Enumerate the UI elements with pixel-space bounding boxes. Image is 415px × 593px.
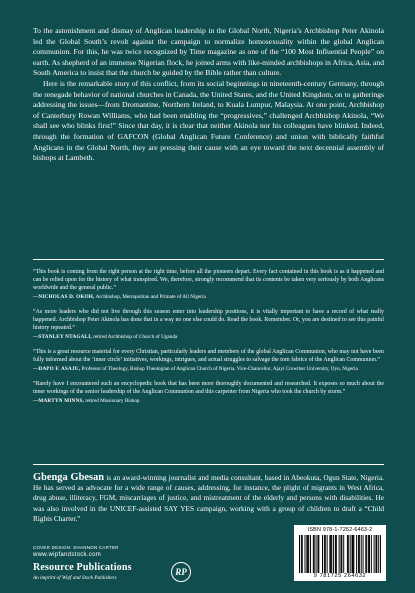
endorsement-text: “This book is coming from the right person at the right time, before all the pioneers depart. Every fact contained in this book is as it happened and can be relied upon for the history of what transpired. We, therefore, strongly recommend that its contents be taken very seriously by both Anglicans worldwide and the general public.” bbox=[33, 269, 384, 291]
barcode-bar bbox=[308, 535, 309, 573]
barcode-bar bbox=[340, 535, 341, 573]
endorsement-ntagali bbox=[33, 308, 384, 341]
endorsement-asaju bbox=[33, 348, 384, 373]
top-divider bbox=[33, 259, 384, 260]
description-paragraph-1: To the astonishment and dismay of Anglican leadership in the Global North, Nigeria’s Archbishop Peter Akinola led the Global South’s revolt against the campaign to normalize homosexuality within the global Anglican communion. For this, he was twice recognized by Time magazine as one of the “100 Most Influential People” on earth. As shepherd of an immense Nigerian flock, he joined arms with like-minded archbishops in Africa, Asia, and South America to insist that the church be guided by the Bible rather than culture. bbox=[33, 26, 384, 78]
barcode-bar bbox=[348, 535, 349, 573]
barcode-bar bbox=[376, 535, 377, 573]
barcode-bar bbox=[374, 535, 375, 573]
barcode-bar bbox=[347, 535, 348, 573]
endorsement-minns bbox=[33, 380, 384, 405]
barcode-bar bbox=[313, 535, 314, 573]
endorsement-attribution bbox=[33, 333, 384, 341]
barcode-bar bbox=[330, 535, 331, 573]
endorsement-attribution bbox=[33, 365, 384, 373]
barcode-bar bbox=[305, 535, 306, 573]
barcode-bar bbox=[331, 535, 332, 573]
barcode-number: 9 781725 264632 bbox=[313, 573, 367, 579]
barcode-bar bbox=[366, 535, 367, 573]
barcode-bar bbox=[299, 535, 300, 573]
barcode-bar bbox=[378, 535, 379, 573]
endorser-name: —MARTYN MINNS, bbox=[33, 398, 85, 404]
barcode-bar bbox=[327, 535, 328, 573]
barcode-bar bbox=[365, 535, 366, 573]
barcode bbox=[294, 525, 386, 581]
barcode-bars bbox=[299, 535, 381, 573]
endorsement-attribution bbox=[33, 293, 384, 301]
barcode-bar bbox=[335, 535, 336, 573]
endorser-role: Professor of Theology, Bishop Theologian of Anglican Church of Nigeria, Vice-Chancellor, Ajayi Crowther University, Oyo, Nigeria bbox=[81, 366, 358, 372]
barcode-bar bbox=[336, 535, 337, 573]
barcode-bar bbox=[363, 535, 364, 573]
barcode-bar bbox=[333, 535, 334, 573]
barcode-bar bbox=[325, 535, 326, 573]
barcode-bar bbox=[307, 535, 308, 573]
endorser-role: retired Missionary Bishop bbox=[85, 398, 140, 404]
barcode-bar bbox=[324, 535, 325, 573]
publisher-logo-icon: RP bbox=[171, 562, 191, 582]
endorsement-attribution bbox=[33, 397, 384, 405]
barcode-bar bbox=[356, 535, 357, 573]
publisher-name: Resource Publications bbox=[33, 562, 132, 573]
isbn-label: ISBN 978-1-7252-6463-2 bbox=[307, 527, 373, 533]
barcode-bar bbox=[352, 535, 353, 573]
barcode-bar bbox=[310, 535, 311, 573]
barcode-bar bbox=[322, 535, 323, 573]
barcode-bar bbox=[302, 535, 303, 573]
barcode-bar bbox=[316, 535, 317, 573]
barcode-bar bbox=[317, 535, 318, 573]
barcode-bar bbox=[341, 535, 342, 573]
barcode-bar bbox=[359, 535, 360, 573]
barcode-bar bbox=[318, 535, 319, 573]
barcode-bar bbox=[353, 535, 354, 573]
endorser-role: retired Archbishop of Church of Uganda bbox=[93, 334, 178, 340]
author-name: Gbenga Gbesan bbox=[33, 472, 105, 483]
endorsement-text: “Rarely have I encountered such an encyclopedic book that has been more thoroughly documented and researched. It exposes so much about the inner workings of the senior leadership of the Anglican Communion and this carpenter from Nigeria who took the church by storm.” bbox=[33, 381, 384, 395]
publisher-imprint: An imprint of Wipf and Stock Publishers bbox=[33, 575, 117, 581]
endorsement-okoh bbox=[33, 268, 384, 301]
publisher-url[interactable]: www.wipfandstock.com bbox=[33, 552, 102, 558]
endorsement-text: “As more leaders who did not live through this season enter into leadership positions, it is vitally important to have a record of what really happened. Archbishop Peter Akinola has done that in a way no one else could do. Read the book. Remember. Or, you are destined to see this painful history repeated.” bbox=[33, 309, 384, 331]
barcode-bar bbox=[380, 535, 381, 573]
endorsements bbox=[33, 268, 384, 412]
endorser-name: —STANLEY NTAGALI, bbox=[33, 334, 92, 340]
barcode-bar bbox=[369, 535, 370, 573]
author-bio bbox=[33, 473, 384, 524]
bottom-divider bbox=[33, 464, 384, 465]
barcode-bar bbox=[375, 535, 376, 573]
description-paragraph-2: Here is the remarkable story of this conflict, from its social beginnings in nineteenth-century Germany, through the renegade behavior of national churches in Canada, the United States, and the United Kingdom, on to gatherings addressing the issues—from Dromantine, Northern Ireland, to Kuala Lumpur, Malaysia. At one point, Archbishop of Canterbury Rowan Williams, who had been enabling the “progressives,” challenged Archbishop Akinola, “We shall see who blinks first!” Since that day, it is clear that neither Akinola nor his colleagues have blinked. Indeed, through the formation of GAFCON (Global Anglican Future Conference) and union with biblically faithful Anglicans in the Global North, they are pressing their cause with an eye toward the next decennial assembly of bishops at Lambeth. bbox=[33, 78, 384, 163]
book-description bbox=[33, 26, 384, 164]
barcode-bar bbox=[368, 535, 369, 573]
endorsement-text: “This is a great resource material for every Christian, particularly leaders and members of the global Anglican Communion, who may not have been fully informed about the ‘inner circle’ initiatives, workings, intrigues, and actual struggles to salvage the torn fabrics of the Anglican Communion.” bbox=[33, 349, 384, 363]
barcode-bar bbox=[329, 535, 330, 573]
endorser-name: —DAPO F. ASAJU, bbox=[33, 366, 81, 372]
barcode-bar bbox=[306, 535, 307, 573]
barcode-bar bbox=[352, 535, 353, 573]
barcode-bar bbox=[301, 535, 302, 573]
endorser-name: —NICHOLAS D. OKOH, bbox=[33, 294, 95, 300]
barcode-bar bbox=[361, 535, 362, 573]
barcode-bar bbox=[371, 535, 372, 573]
endorser-role: Archbishop, Metropolitan and Primate of All Nigeria bbox=[95, 294, 206, 300]
cover-design-credit: COVER DESIGN: SHANNON CARTER bbox=[33, 545, 119, 550]
barcode-bar bbox=[314, 535, 315, 573]
barcode-bar bbox=[350, 535, 351, 573]
author-bio-text: is an award-winning journalist and media consultant, based in Abeokuta, Ogun State, Nigeria. He has served as advocate for a wide range of causes, addressing, for instance, the plight of migrants in West Africa, drug abuse, illiteracy, FGM, miscarriages of justice, and mistreatment of the elderly and persons with disabilities. He was also involved in the UNICEF-assisted SAY YES campaign, working with a group of children to draft a “Child Rights Charter.” bbox=[33, 473, 385, 523]
barcode-bar bbox=[339, 535, 340, 573]
barcode-bar bbox=[358, 535, 359, 573]
barcode-bar bbox=[343, 535, 344, 573]
